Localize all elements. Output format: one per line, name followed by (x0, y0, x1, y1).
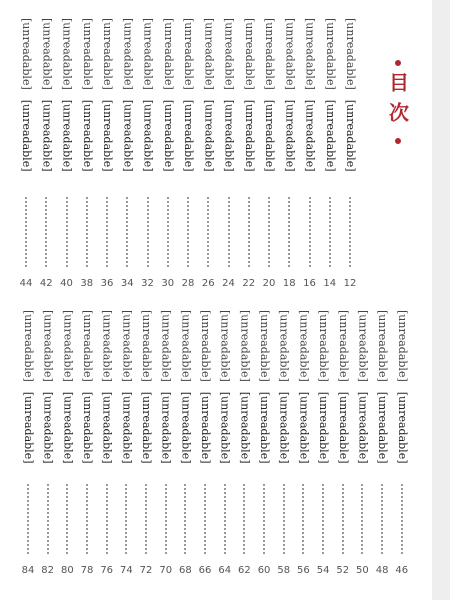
page-number: 54 (316, 565, 330, 576)
toc-entry[interactable] (79, 310, 95, 580)
dot-leader (207, 197, 209, 267)
remedy-list: [unreadable] (303, 99, 317, 172)
toc-entry[interactable] (40, 310, 56, 580)
dot-leader (329, 197, 331, 267)
dot-leader (106, 484, 108, 554)
page-number: 34 (120, 278, 134, 289)
remedy-list: [unreadable] (41, 391, 55, 464)
remedy-list: [unreadable] (20, 99, 33, 172)
dot-leader (167, 197, 169, 267)
dot-leader (66, 197, 68, 267)
herb-name: [unreadable] (199, 310, 213, 382)
herb-name: [unreadable] (258, 310, 272, 382)
page-number: 66 (198, 565, 212, 576)
herb-name: [unreadable] (277, 310, 291, 382)
herb-name: [unreadable] (179, 310, 193, 382)
page-number: 28 (181, 278, 195, 289)
toc-block-top (18, 18, 358, 293)
page-number: 32 (141, 278, 154, 289)
toc-block-bottom (20, 310, 410, 580)
dot-leader (268, 197, 270, 267)
dot-leader (361, 484, 363, 554)
dot-leader (184, 484, 186, 554)
page-number: 30 (161, 278, 175, 289)
dot-leader (309, 197, 311, 267)
dot-leader (263, 484, 265, 554)
toc-title (386, 60, 410, 150)
remedy-list: [unreadable] (218, 391, 232, 464)
page-number: 22 (242, 278, 256, 289)
toc-entry[interactable] (342, 18, 358, 293)
toc-entry[interactable] (20, 310, 36, 580)
dot-leader (145, 484, 147, 554)
toc-entry[interactable] (18, 18, 34, 293)
dot-leader (165, 484, 167, 554)
herb-name: [unreadable] (80, 18, 94, 90)
remedy-list: [unreadable] (101, 99, 114, 172)
dot-leader (125, 484, 127, 554)
herb-name: [unreadable] (41, 310, 55, 382)
page-number: 40 (60, 278, 73, 289)
dot-leader (47, 484, 49, 554)
toc-entry[interactable] (200, 18, 216, 293)
page-number: 18 (282, 278, 296, 289)
remedy-list: [unreadable] (202, 99, 216, 172)
herb-name: [unreadable] (140, 310, 154, 382)
page-number: 44 (19, 278, 33, 289)
page-number: 76 (100, 565, 114, 576)
dot-leader (228, 197, 230, 267)
toc-entry[interactable] (241, 18, 257, 293)
page-number: 78 (80, 565, 94, 576)
dot-leader (147, 197, 149, 267)
herb-name: [unreadable] (81, 310, 95, 382)
remedy-list: [unreadable] (81, 391, 95, 464)
remedy-list: [unreadable] (179, 391, 193, 464)
toc-entry[interactable] (99, 18, 115, 293)
remedy-list: [unreadable] (80, 99, 94, 172)
remedy-list: [unreadable] (159, 391, 173, 464)
herb-name: [unreadable] (159, 310, 173, 382)
toc-entry[interactable] (59, 18, 75, 293)
remedy-list: [unreadable] (336, 391, 350, 464)
remedy-list: [unreadable] (141, 99, 155, 172)
dot-leader (27, 484, 29, 554)
toc-entry[interactable] (261, 18, 277, 293)
herb-name: [unreadable] (100, 310, 114, 382)
toc-entry[interactable] (217, 310, 233, 580)
page-number: 12 (343, 278, 357, 289)
remedy-list: [unreadable] (395, 391, 409, 464)
remedy-list: [unreadable] (263, 99, 276, 172)
page-number: 64 (218, 565, 232, 576)
remedy-list: [unreadable] (222, 99, 236, 172)
herb-name: [unreadable] (121, 18, 135, 90)
dot-leader (224, 484, 226, 554)
page-title: 目次 (385, 72, 410, 132)
dot-leader (302, 484, 304, 554)
dot-leader (66, 484, 68, 554)
toc-entry[interactable] (140, 18, 156, 293)
remedy-list: [unreadable] (121, 99, 135, 172)
toc-entry[interactable] (394, 310, 410, 580)
dot-leader (126, 197, 128, 267)
page-number: 46 (395, 565, 409, 576)
dot-leader (45, 197, 47, 267)
toc-entry[interactable] (38, 18, 54, 293)
page-number: 24 (222, 278, 235, 289)
remedy-list: [unreadable] (297, 391, 311, 464)
remedy-list: [unreadable] (258, 391, 272, 464)
dot-leader (86, 197, 88, 267)
remedy-list: [unreadable] (120, 391, 134, 464)
toc-entry[interactable] (99, 310, 115, 580)
herb-name: [unreadable] (60, 18, 74, 90)
herb-name: [unreadable] (20, 18, 33, 90)
dot-leader (25, 197, 27, 267)
herb-name: [unreadable] (218, 310, 232, 382)
herb-name: [unreadable] (22, 310, 35, 382)
page-number: 16 (303, 278, 316, 289)
remedy-list: [unreadable] (100, 391, 114, 464)
dot-leader (288, 197, 290, 267)
dot-leader (106, 197, 108, 267)
dot-leader (342, 484, 344, 554)
page-number: 70 (159, 565, 173, 576)
herb-name: [unreadable] (61, 310, 75, 382)
toc-entry[interactable] (302, 18, 318, 293)
herb-name: [unreadable] (238, 310, 252, 382)
remedy-list: [unreadable] (283, 99, 297, 172)
herb-name: [unreadable] (297, 310, 311, 382)
page-number: 68 (179, 565, 192, 576)
page-number: 74 (119, 565, 133, 576)
remedy-list: [unreadable] (356, 391, 370, 464)
page-number: 36 (100, 278, 114, 289)
page-number: 20 (262, 278, 276, 289)
remedy-list: [unreadable] (199, 391, 213, 464)
dot-leader (322, 484, 324, 554)
remedy-list: [unreadable] (323, 99, 337, 172)
herb-name: [unreadable] (222, 18, 236, 90)
page-number: 50 (356, 565, 369, 576)
page-number: 80 (60, 565, 74, 576)
remedy-list: [unreadable] (238, 391, 252, 464)
herb-name: [unreadable] (336, 310, 350, 382)
toc-entry[interactable] (315, 310, 331, 580)
herb-name: [unreadable] (303, 18, 317, 90)
page-number: 42 (39, 278, 53, 289)
remedy-list: [unreadable] (277, 391, 291, 464)
toc-entry[interactable] (79, 18, 95, 293)
herb-name: [unreadable] (317, 310, 331, 382)
toc-entry[interactable] (335, 310, 351, 580)
remedy-list: [unreadable] (376, 391, 390, 464)
toc-entry[interactable] (177, 310, 193, 580)
title-marker-icon (395, 138, 401, 144)
toc-entry[interactable] (276, 310, 292, 580)
herb-name: [unreadable] (40, 18, 54, 90)
toc-entry[interactable] (236, 310, 252, 580)
page-number: 62 (238, 565, 251, 576)
dot-leader (349, 197, 351, 267)
herb-name: [unreadable] (323, 18, 337, 90)
herb-name: [unreadable] (141, 18, 155, 90)
toc-entry[interactable] (197, 310, 213, 580)
page-number: 56 (297, 565, 310, 576)
remedy-list: [unreadable] (40, 99, 54, 172)
toc-entry[interactable] (322, 18, 338, 293)
herb-name: [unreadable] (182, 18, 195, 90)
toc-entry[interactable] (354, 310, 370, 580)
toc-entry[interactable] (256, 310, 272, 580)
dot-leader (283, 484, 285, 554)
toc-entry[interactable] (295, 310, 311, 580)
page-edge (432, 0, 450, 600)
remedy-list: [unreadable] (22, 391, 35, 464)
toc-entry[interactable] (160, 18, 176, 293)
remedy-list: [unreadable] (242, 99, 256, 172)
herb-name: [unreadable] (395, 310, 409, 382)
herb-name: [unreadable] (120, 310, 134, 382)
page-number: 58 (277, 565, 291, 576)
remedy-list: [unreadable] (182, 99, 195, 172)
toc-entry[interactable] (221, 18, 237, 293)
dot-leader (243, 484, 245, 554)
herb-name: [unreadable] (283, 18, 297, 90)
toc-entry[interactable] (118, 310, 134, 580)
page-number: 84 (21, 565, 35, 576)
herb-name: [unreadable] (263, 18, 276, 90)
toc-entry[interactable] (138, 310, 154, 580)
dot-leader (187, 197, 189, 267)
remedy-list: [unreadable] (161, 99, 175, 172)
dot-leader (86, 484, 88, 554)
toc-entry[interactable] (281, 18, 297, 293)
herb-name: [unreadable] (242, 18, 256, 90)
title-marker-icon (395, 60, 401, 66)
page-number: 82 (41, 565, 55, 576)
dot-leader (204, 484, 206, 554)
herb-name: [unreadable] (376, 310, 390, 382)
page-number: 48 (375, 565, 389, 576)
herb-name: [unreadable] (101, 18, 114, 90)
page-number: 52 (336, 565, 350, 576)
herb-name: [unreadable] (356, 310, 370, 382)
herb-name: [unreadable] (161, 18, 175, 90)
herb-name: [unreadable] (202, 18, 216, 90)
remedy-list: [unreadable] (317, 391, 331, 464)
toc-entry[interactable] (180, 18, 196, 293)
remedy-list: [unreadable] (60, 99, 74, 172)
remedy-list: [unreadable] (344, 99, 357, 172)
dot-leader (381, 484, 383, 554)
toc-entry[interactable] (374, 310, 390, 580)
remedy-list: [unreadable] (61, 391, 75, 464)
herb-name: [unreadable] (344, 18, 357, 90)
toc-entry[interactable] (119, 18, 135, 293)
toc-entry[interactable] (158, 310, 174, 580)
toc-entry[interactable] (59, 310, 75, 580)
dot-leader (401, 484, 403, 554)
page-number: 14 (323, 278, 337, 289)
page-number: 26 (201, 278, 215, 289)
page-number: 38 (80, 278, 94, 289)
dot-leader (248, 197, 250, 267)
page-number: 72 (139, 565, 153, 576)
page-number: 60 (257, 565, 271, 576)
remedy-list: [unreadable] (140, 391, 154, 464)
